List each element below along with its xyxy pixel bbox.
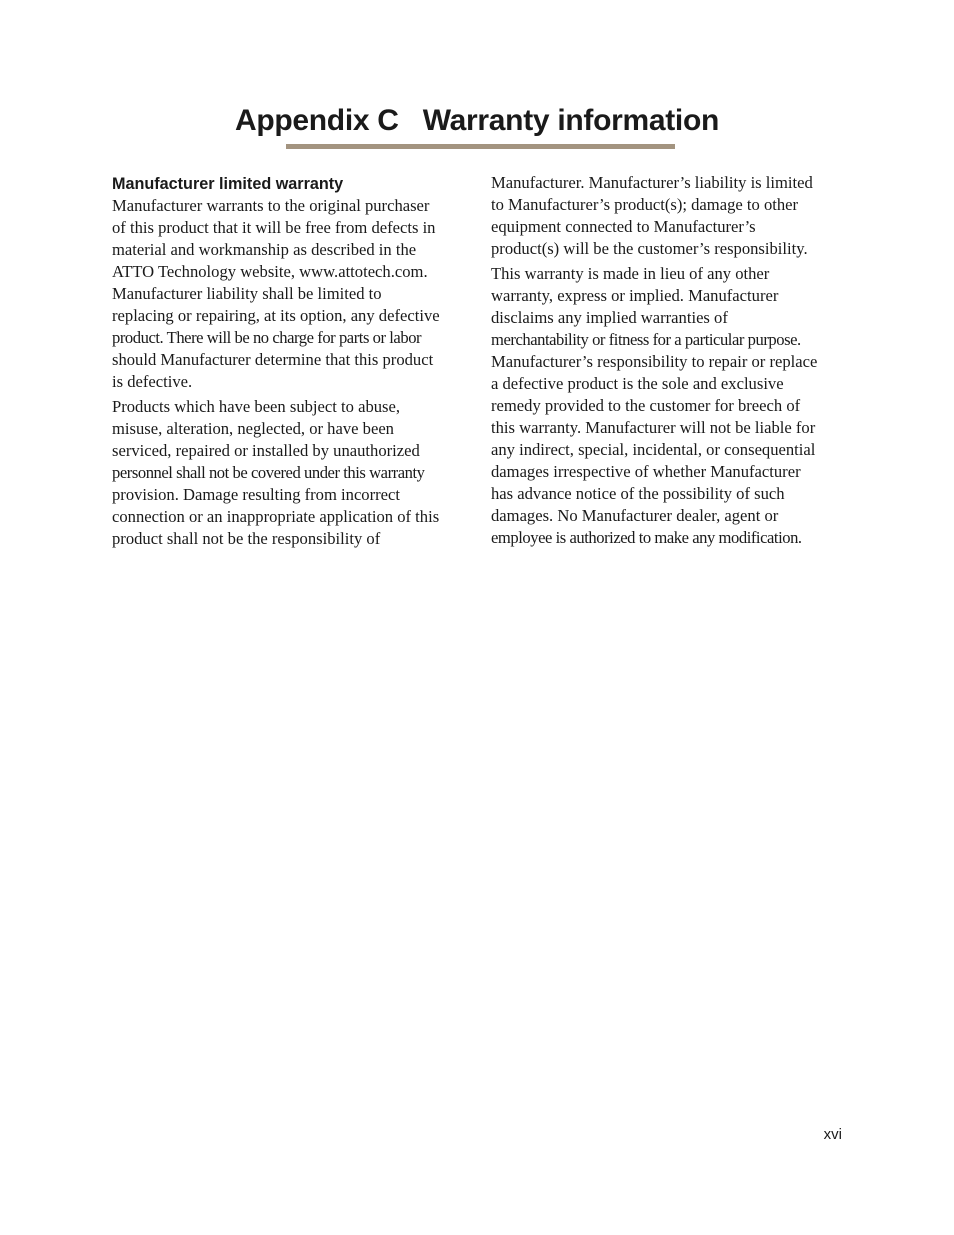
text-line: product(s) will be the customer’s responsibility.	[491, 239, 808, 258]
text-line: damages. No Manufacturer dealer, agent or	[491, 506, 779, 525]
warranty-paragraph-1	[112, 195, 464, 393]
right-column	[491, 172, 847, 552]
title-underline-rule	[286, 144, 675, 149]
warranty-paragraph-4	[491, 263, 847, 549]
text-line: employee is authorized to make any modification.	[491, 528, 802, 547]
page-number: xvi	[823, 1126, 842, 1143]
warranty-paragraph-2	[112, 396, 464, 550]
text-line: personnel shall not be covered under this warranty	[112, 463, 425, 482]
text-line: to Manufacturer’s product(s); damage to other	[491, 195, 799, 214]
text-line: material and workmanship as described in the	[112, 240, 417, 259]
text-line: ATTO Technology website, www.attotech.com.	[112, 262, 428, 281]
text-line: product shall not be the responsibility of	[112, 529, 381, 548]
text-line: connection or an inappropriate application of this	[112, 507, 440, 526]
page-title: Appendix C Warranty information	[234, 104, 720, 137]
text-line: disclaims any implied warranties of	[491, 308, 728, 327]
text-line: damages irrespective of whether Manufacturer	[491, 462, 801, 481]
warranty-paragraph-3	[491, 172, 847, 260]
text-line: This warranty is made in lieu of any other	[491, 264, 770, 283]
left-column	[112, 172, 464, 553]
text-line: this warranty. Manufacturer will not be liable for	[491, 418, 816, 437]
text-line: Manufacturer. Manufacturer’s liability is limited	[491, 173, 813, 192]
text-line: is defective.	[112, 372, 193, 391]
text-line: provision. Damage resulting from incorrect	[112, 485, 401, 504]
text-line: of this product that it will be free from defects in	[112, 218, 436, 237]
text-line: product. There will be no charge for parts or labor	[112, 328, 422, 347]
section-heading: Manufacturer limited warranty	[112, 175, 344, 193]
text-line: equipment connected to Manufacturer’s	[491, 217, 756, 236]
text-line: should Manufacturer determine that this product	[112, 350, 434, 369]
text-line: serviced, repaired or installed by unauthorized	[112, 441, 420, 460]
text-line: Products which have been subject to abuse,	[112, 397, 401, 416]
text-line: warranty, express or implied. Manufacturer	[491, 286, 779, 305]
text-line: remedy provided to the customer for breech of	[491, 396, 801, 415]
text-line: Manufacturer liability shall be limited to	[112, 284, 382, 303]
text-line: any indirect, special, incidental, or consequential	[491, 440, 816, 459]
text-line: merchantability or fitness for a particular purpose.	[491, 330, 801, 349]
text-line: misuse, alteration, neglected, or have been	[112, 419, 394, 438]
text-line: Manufacturer’s responsibility to repair or replace	[491, 352, 818, 371]
text-line: has advance notice of the possibility of such	[491, 484, 785, 503]
text-line: replacing or repairing, at its option, any defective	[112, 306, 440, 325]
text-line: Manufacturer warrants to the original purchaser	[112, 196, 430, 215]
text-line: a defective product is the sole and exclusive	[491, 374, 784, 393]
